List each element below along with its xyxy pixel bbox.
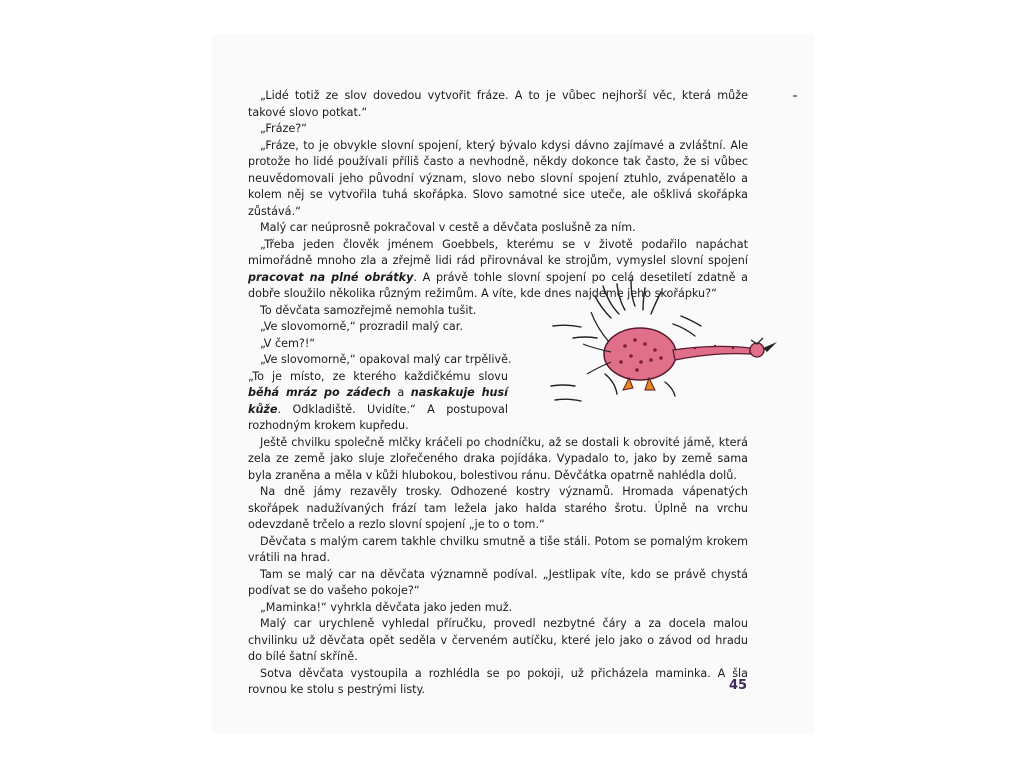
- paragraph: „Ve slovomorně,“ prozradil malý car.: [260, 320, 463, 333]
- paragraph: Ještě chvilku společně mlčky kráčeli po chodníčku, až se dostali k obrovité jámě, která zela ze země jako sluje zlořečeného draka pojídáka. Vypadalo to, jako by země sama byla zraněna a měla v kůži hlubokou, bolestivou ránu. Děvčátka opatrně nahlédla dolů.: [248, 435, 748, 482]
- emphasis: pracovat na plné obrátky: [248, 270, 414, 284]
- paragraph: Sotva děvčata vystoupila a rozhlédla se po pokoji, už přicházela maminka. A šla rovnou ke stolu s pestrými listy.: [248, 666, 748, 696]
- paragraph: „Ve slovomorně,“ opakoval malý car trpělivě.: [260, 353, 512, 366]
- paragraph: Malý car urychleně vyhledal příručku, provedl nezbytné čáry a za docela malou chvilinku už děvčata opět seděla v červeném autíčku, které jelo jako o závod od hradu do bílé šatní skříně.: [248, 617, 748, 663]
- page-number: 45: [729, 678, 748, 693]
- paragraph: „Třeba jeden člověk jménem Goebbels, kterému se v životě podařilo napáchat mimořádně mnoho zla a zřejmě lidi rád přirovnával ke strojům, vymyslel slovní spojení pracovat na plné obrátky. A právě tohle slovní spojení po celá desetiletí zdatně a dobře sloužilo několika různým režimům. A víte, kde dnes najdeme jeho skořápku?“: [248, 237, 748, 300]
- paragraph: Na dně jámy rezavěly trosky. Odhozené kostry významů. Hromada vápenatých skořápek nadužívaných frází tam ležela jako halda starého šrotu. Úplně na vrchu odevzdaně trčelo a rezlo slovní spojení „je to o tom.“: [248, 485, 748, 531]
- pink-bird-illustration: [545, 278, 780, 418]
- emphasis: naskakuje husí kůže: [248, 386, 509, 416]
- emphasis: běhá mráz po zádech: [248, 386, 391, 399]
- paragraph: „Fráze?“: [260, 122, 307, 135]
- paragraph: To děvčata samozřejmě nemohla tušit.: [260, 303, 477, 317]
- margin-mark: [793, 95, 797, 97]
- paragraph: „V čem?!“: [260, 336, 316, 350]
- paragraph: Tam se malý car na děvčata významně podíval. „Jestlipak víte, kdo se právě chystá podívat se do vašeho pokoje?“: [248, 567, 748, 597]
- paragraph: Malý car neúprosně pokračoval v cestě a děvčata poslušně za ním.: [260, 221, 636, 234]
- paragraph: „Lidé totiž ze slov dovedou vytvořit fráze. A to je vůbec nejhorší věc, která může takové slovo potkat.“: [248, 89, 748, 119]
- paragraph: „Maminka!“ vyhrkla děvčata jako jeden muž.: [260, 600, 513, 614]
- paragraph: „Fráze, to je obvykle slovní spojení, který bývalo kdysi dávno zajímavé a zvláštní. Ale protože ho lidé používali příliš často a nevhodně, někdy dokonce tak často, že si vůbec neuvědomovali jeho původní význam, slovo nebo slovní spojení ztuhlo, zvápenatělo a kolem něj se vytvořila tuhá skořápka. Slovo samotné sice uteče, ale ošklivá skořápka zůstává.“: [248, 138, 748, 218]
- paragraph: Děvčata s malým carem takhle chvilku smutně a tiše stáli. Potom se pomalým krokem vrátili na hrad.: [248, 534, 748, 564]
- paragraph: „To je místo, ze kterého každičkému slovu běhá mráz po zádech a naskakuje husí kůže. Odkladiště. Uvidíte.“ A postupoval rozhodným krokem kupředu.: [248, 369, 509, 432]
